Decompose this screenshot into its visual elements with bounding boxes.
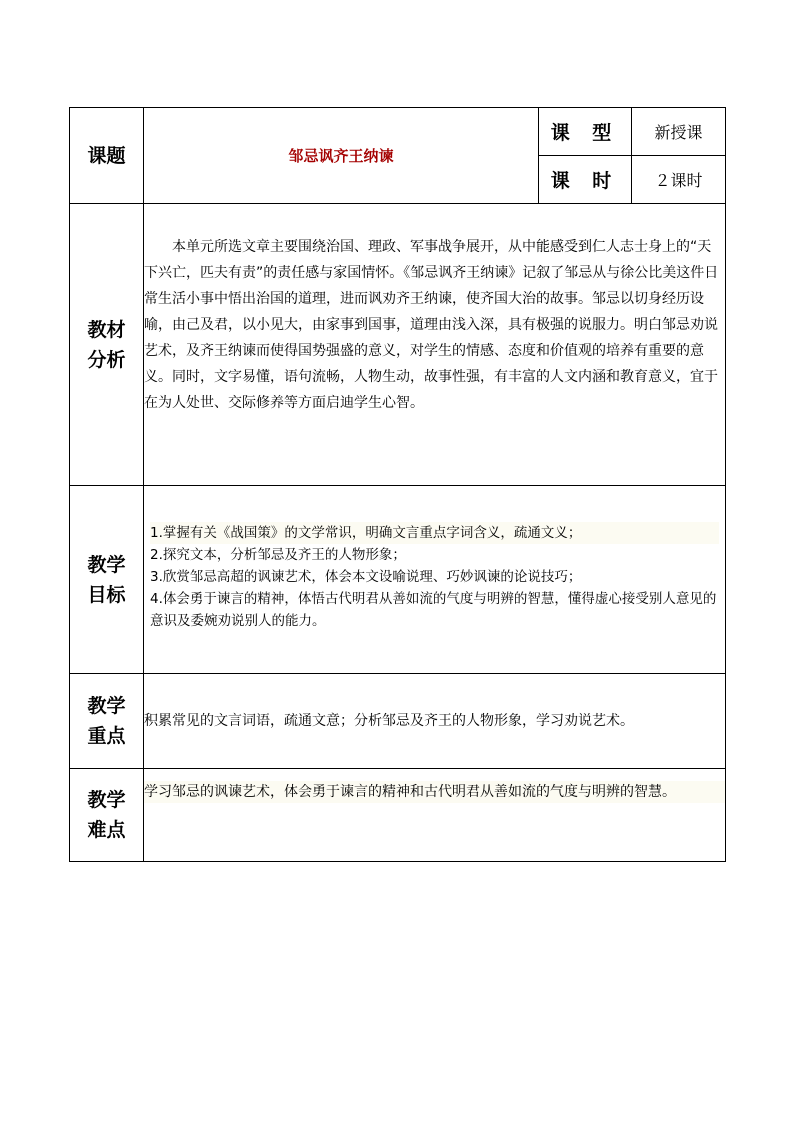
analysis-label [70, 204, 144, 486]
lesson-type-label: 课 型 [539, 108, 632, 156]
analysis-text: 本单元所选文章主要围绕治国、理政、军事战争展开，从中能感受到仁人志士身上的“天下兴亡，匹夫有责”的责任感与家国情怀。《邹忌讽齐王纳谏》记叙了邹忌从与徐公比美这件日常生活小事中悟出治国的道理，进而讽劝齐王纳谏，使齐国大治的故事。邹忌以切身经历设喻，由己及君，以小见大，由家事到国事，道理由浅入深，具有极强的说服力。明白邹忌劝说艺术，及齐王纳谏而使得国势强盛的意义，对学生的情感、态度和价值观的培养有重要的意义。同时，文字易懂，语句流畅，人物生动，故事性强，有丰富的人文内涵和教育意义，宜于在为人处世、交际修养等方面启迪学生心智。 [144, 239, 719, 411]
goal-item-4: 4.体会勇于谏言的精神，体悟古代明君从善如流的气度与明辨的智慧，懂得虚心接受别人意见的意识及委婉劝说别人的能力。 [150, 591, 717, 629]
lesson-title: 邹忌讽齐王纳谏 [144, 108, 539, 204]
difficulties-text: 学习邹忌的讽谏艺术，体会勇于谏言的精神和古代明君从善如流的气度与明辨的智慧。 [144, 781, 725, 803]
difficulties-label-line1: 教学 [87, 789, 126, 811]
analysis-label-line1: 教材 [87, 318, 126, 341]
key-points-content [144, 674, 726, 769]
topic-label: 课题 [70, 108, 144, 204]
lesson-period-value: ２课时 [632, 156, 726, 204]
goals-list [150, 522, 719, 632]
difficulties-label [70, 769, 144, 862]
key-points-label-line1: 教学 [87, 695, 126, 717]
goal-item-2: 2.探究文本，分析邹忌及齐王的人物形象； [150, 547, 406, 563]
lesson-type-value: 新授课 [632, 108, 726, 156]
key-points-label-line2: 重点 [87, 725, 126, 747]
difficulties-row [70, 769, 726, 862]
analysis-row [70, 204, 726, 486]
title-row [70, 108, 726, 156]
analysis-label-line2: 分析 [87, 348, 126, 371]
goal-item-3: 3.欣赏邹忌高超的讽谏艺术，体会本文设喻说理、巧妙讽谏的论说技巧； [150, 569, 582, 585]
goals-label [70, 486, 144, 674]
goals-label-line2: 目标 [87, 583, 126, 606]
goals-row [70, 486, 726, 674]
analysis-content [144, 204, 726, 486]
difficulties-content [144, 769, 726, 862]
lesson-plan-table [69, 107, 726, 862]
goal-item-1: 1.掌握有关《战国策》的文学常识，明确文言重点字词含义，疏通文义； [150, 522, 719, 544]
key-points-text: 积累常见的文言词语，疏通文意；分析邹忌及齐王的人物形象，学习劝说艺术。 [144, 713, 634, 729]
key-points-row [70, 674, 726, 769]
lesson-period-label: 课 时 [539, 156, 632, 204]
goals-label-line1: 教学 [87, 553, 126, 576]
difficulties-label-line2: 难点 [87, 819, 126, 841]
goals-content [144, 486, 726, 674]
key-points-label [70, 674, 144, 769]
